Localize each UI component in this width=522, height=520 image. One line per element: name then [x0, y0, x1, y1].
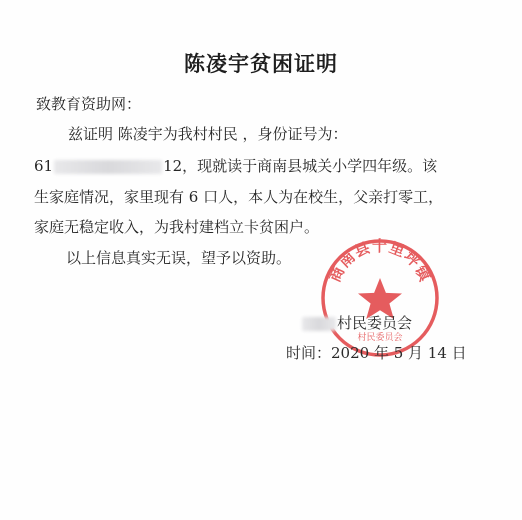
- signature-line: [302, 312, 412, 333]
- body-line-1: 兹证明 陈凌宇为我村村民 ，身份证号为：: [68, 125, 348, 143]
- signature-org: 村民委员会: [337, 314, 413, 332]
- redacted-village-name: [302, 317, 336, 331]
- id-number-suffix: 12，现就读于商南县城关小学四年级。该: [163, 157, 438, 175]
- body-line-4: 家庭无稳定收入，为我村建档立卡贫困户。: [34, 218, 320, 236]
- salutation: 致教育资助网：: [36, 95, 142, 113]
- body-line-2: [34, 155, 437, 176]
- id-number-prefix: 61: [34, 157, 54, 175]
- seal-text: 商南县十里坪镇: [325, 237, 435, 285]
- svg-text:商南县十里坪镇: [326, 237, 435, 285]
- date-line: 时间：2020 年 5 月 14 日: [286, 344, 467, 362]
- body-line-3: 生家庭情况，家里现有 6 口人，本人为在校生，父亲打零工，: [34, 188, 444, 206]
- redacted-id-number: [54, 160, 162, 174]
- closing-statement: 以上信息真实无误，望予以资助。: [66, 249, 292, 267]
- seal-bottom-text: 村民委员会: [357, 333, 403, 343]
- document-title: 陈凌宇贫困证明: [184, 51, 338, 76]
